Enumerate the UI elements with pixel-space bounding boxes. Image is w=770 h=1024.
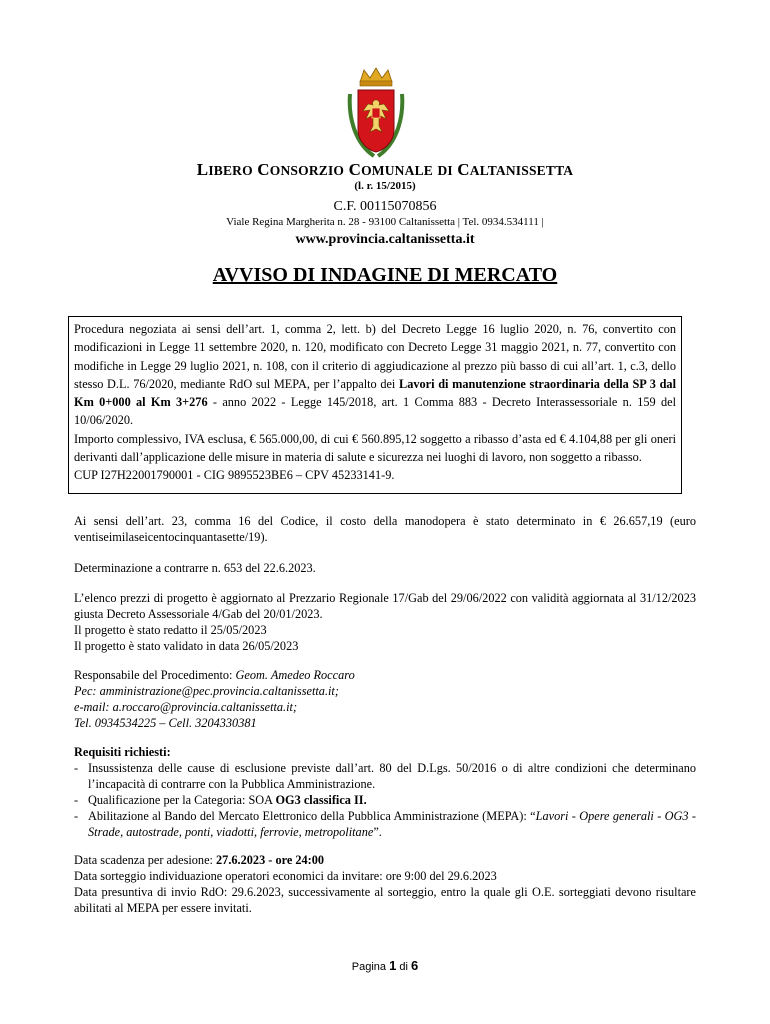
determination-paragraph: Determinazione a contrarre n. 653 del 22.6.2023.: [74, 561, 316, 575]
list-item: - Insussistenza delle cause di esclusione previste dall’art. 80 del D.Lgs. 50/2016 o di altre condizioni che determinano l’incapacità di contrarre con la Pubblica Amministrazione.: [74, 760, 696, 792]
rup-line: Responsabile del Procedimento: Geom. Amedeo Roccaro: [74, 668, 355, 682]
email-line[interactable]: e-mail: a.roccaro@provincia.caltanissetta.it;: [74, 700, 298, 714]
rdo-date-line: Data presuntiva di invio RdO: 29.6.2023, successivamente al sorteggio, entro la quale gli O.E. sorteggiati devono risultare abilitati al MEPA per essere invitati.: [74, 885, 696, 915]
procedure-summary-box: [68, 316, 682, 494]
deadlines-block: [74, 852, 696, 916]
deadline-line: Data scadenza per adesione: 27.6.2023 - ore 24:00: [74, 853, 325, 867]
organization-name: LIBERO CONSORZIO COMUNALE DI CALTANISSETTA: [196, 160, 574, 179]
page-number-footer: Pagina 1 di 6: [351, 958, 419, 973]
codes-line: CUP I27H22001790001 - CIG 9895523BE6 – CPV 45233141-9.: [74, 468, 395, 483]
law-reference: (l. r. 15/2015): [354, 180, 416, 192]
list-item: - Qualificazione per la Categoria: SOA OG3 classifica II.: [74, 792, 696, 808]
document-title: AVVISO DI INDAGINE DI MERCATO: [212, 264, 558, 286]
provincial-crest-logo: [346, 64, 406, 160]
address-line: Viale Regina Margherita n. 28 - 93100 Caltanissetta | Tel. 0934.534111 |: [226, 216, 544, 228]
website-link[interactable]: www.provincia.caltanissetta.it: [295, 232, 475, 247]
contact-block: [74, 667, 696, 731]
pec-line[interactable]: Pec: amministrazione@pec.provincia.caltanissetta.it;: [74, 684, 339, 698]
requirements-title: Requisiti richiesti:: [74, 745, 171, 759]
phone-line: Tel. 0934534225 – Cell. 3204330381: [74, 716, 257, 730]
requirements-block: [74, 744, 696, 840]
procedure-description: Procedura negoziata ai sensi dell’art. 1, comma 2, lett. b) del Decreto Legge 16 luglio 2020, n. 76, convertito con modificazioni in Legge 11 settembre 2020, n. 120, modificato con Decreto Legge 31 maggio 2021, n. 77, convertito con modifiche in Legge 29 luglio 2021, n. 108, con il criterio di aggiudicazione al prezzo più basso di cui all’art. 1, c.3, dello stesso D.L. 76/2020, mediante RdO sul MEPA, per l’appalto dei Lavori di manutenzione straordinaria della SP 3 dal Km 0+000 al Km 3+276 - anno 2022 - Legge 145/2018, art. 1 Comma 883 - Decreto Interassessoriale n. 159 del 10/06/2020.: [74, 322, 676, 428]
amount-description: Importo complessivo, IVA esclusa, € 565.000,00, di cui € 560.895,12 soggetto a ribasso d’asta ed € 4.104,88 per gli oneri derivanti dall’applicazione delle misure in materia di salute e sicurezza nei luoghi di lavoro, non soggetto a ribasso.: [74, 431, 676, 465]
price-list-paragraph: L’elenco prezzi di progetto è aggiornato al Prezzario Regionale 17/Gab del 29/06/2022 con validità aggiornata al 31/12/2023 giusta Decreto Assessoriale 4/Gab del 20/01/2023. Il progetto è stato redatto il 25/05/2023 Il progetto è stato validato in data 26/05/2023: [74, 591, 696, 653]
list-item: - Abilitazione al Bando del Mercato Elettronico della Pubblica Amministrazione (MEPA): “Lavori - Opere generali - OG3 - Strade, autostrade, ponti, viadotti, ferrovie, metropolitane”.: [74, 808, 696, 840]
requirements-list: [74, 760, 696, 840]
draw-date-line: Data sorteggio individuazione operatori economici da invitare: ore 9:00 del 29.6.2023: [74, 869, 497, 883]
tax-code: C.F. 00115070856: [333, 199, 437, 214]
labour-cost-paragraph: Ai sensi dell’art. 23, comma 16 del Codice, il costo della manodopera è stato determinato in € 26.657,19 (euro ventiseimilaseicentocinquantasette/19).: [74, 514, 696, 544]
